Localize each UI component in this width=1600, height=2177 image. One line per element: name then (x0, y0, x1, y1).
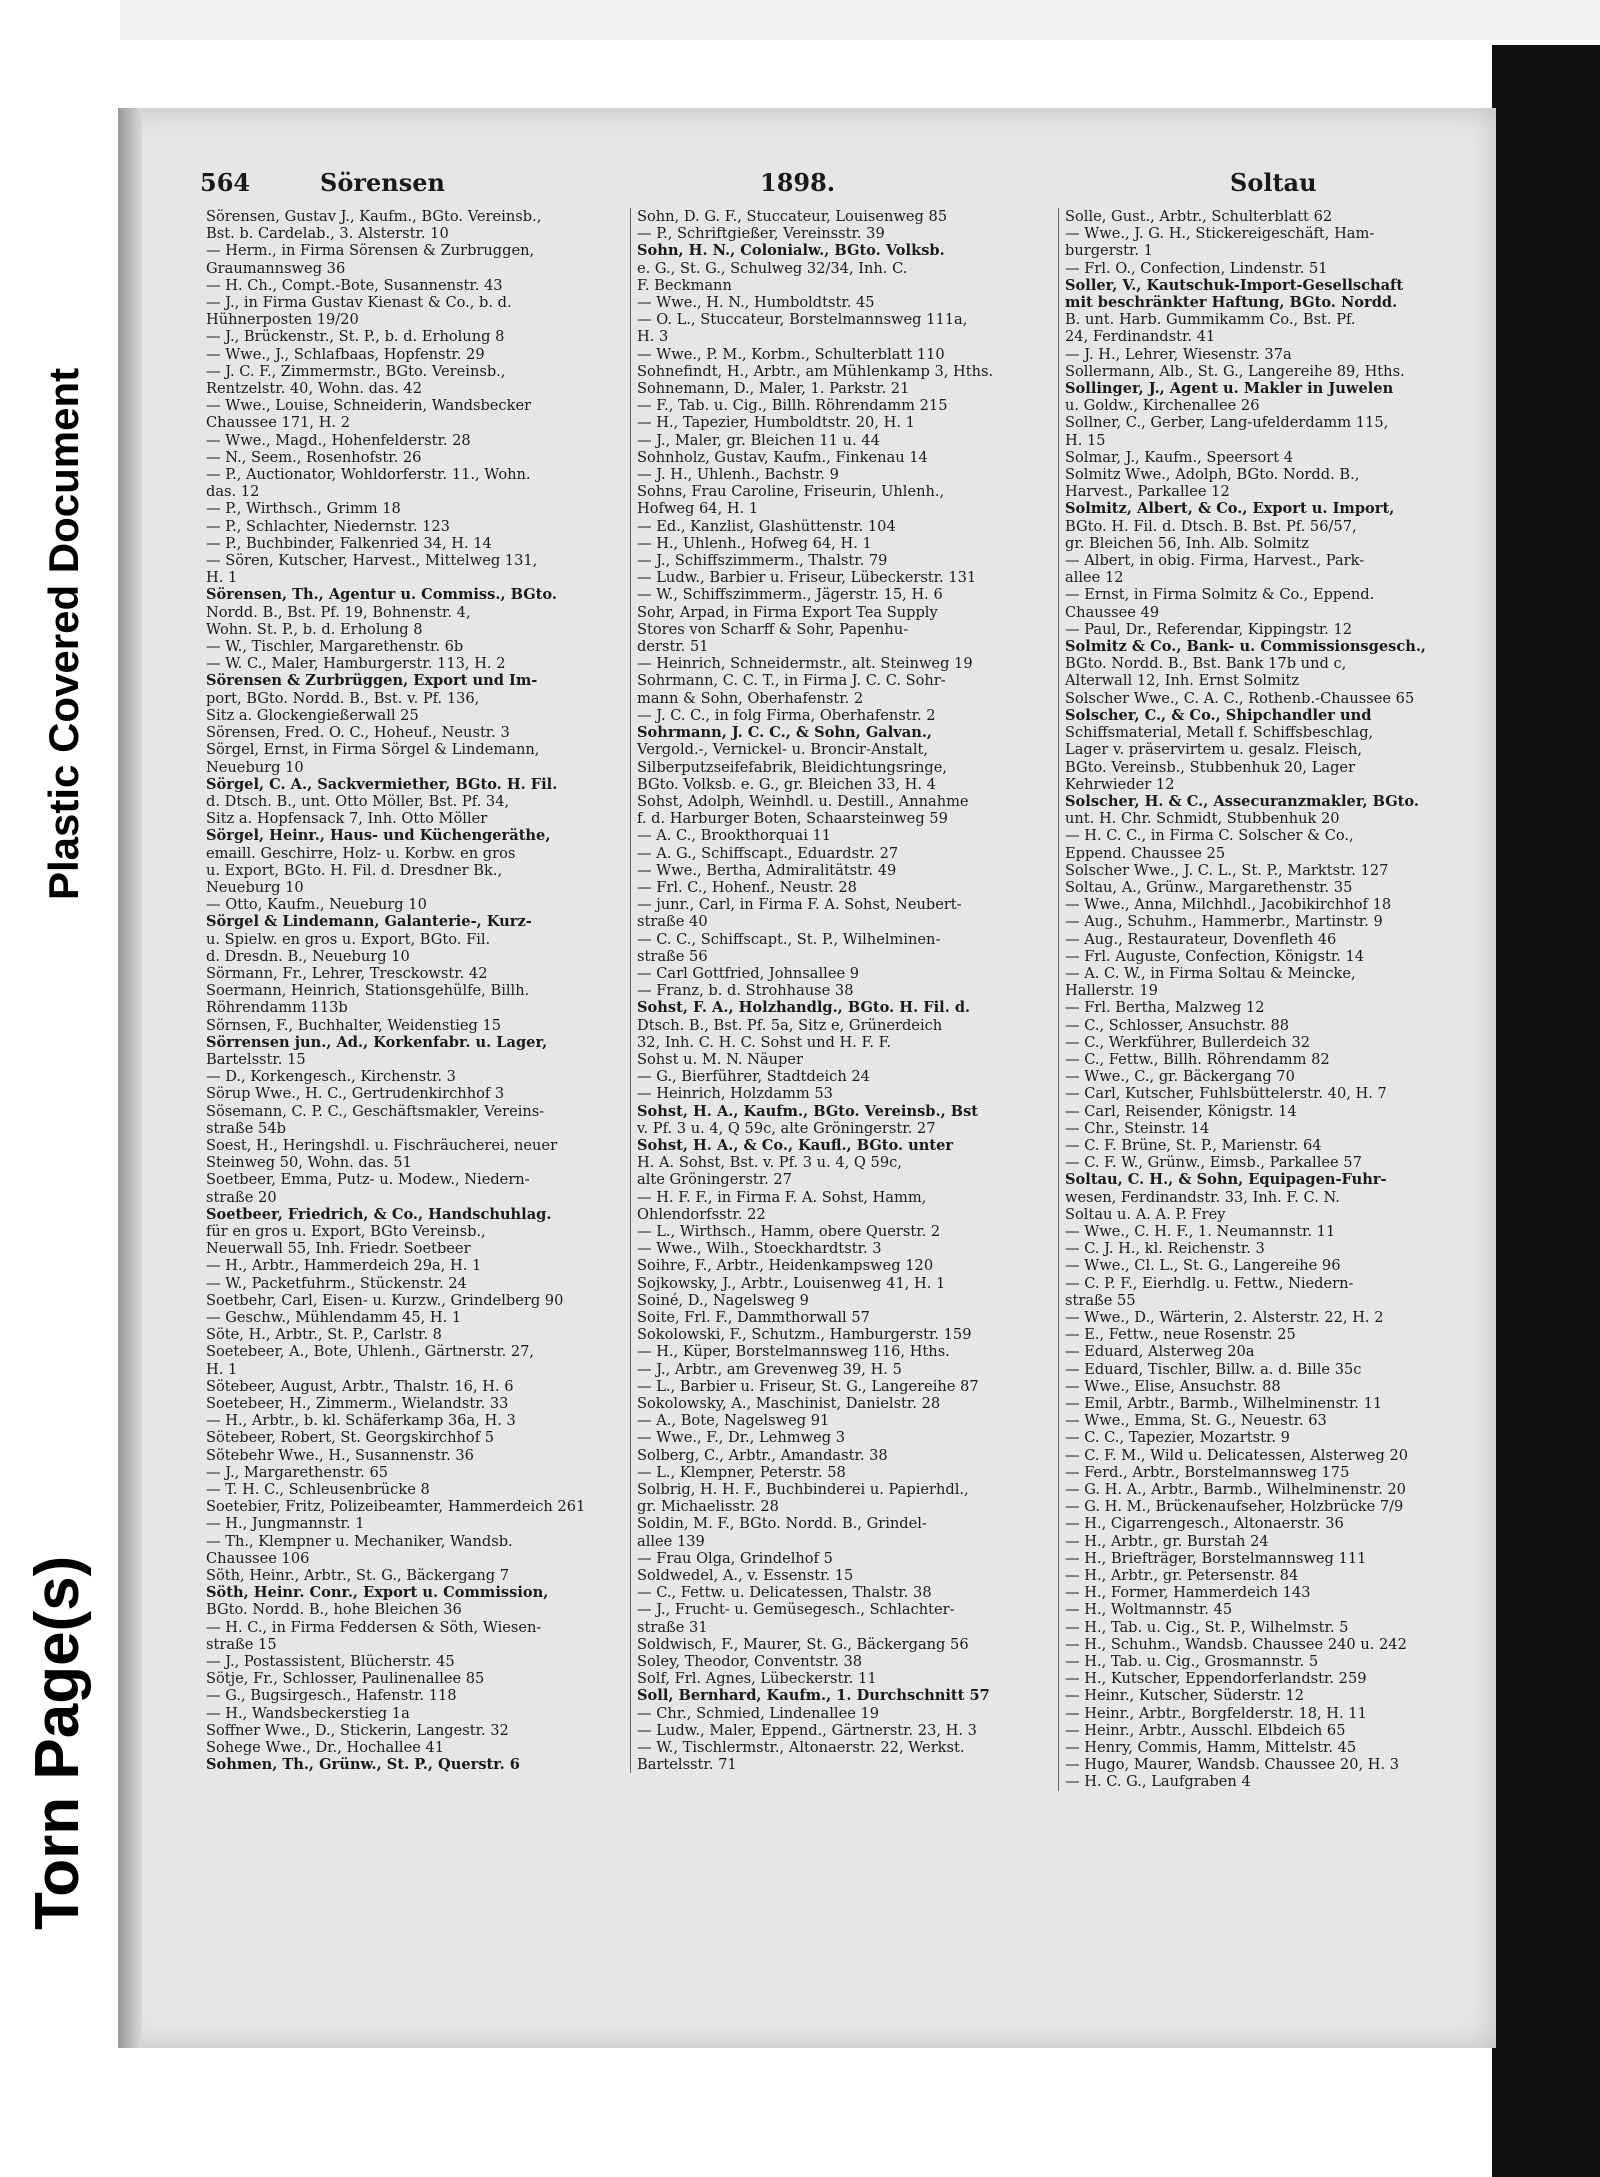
directory-entry: — H., Schuhm., Wandsb. Chaussee 240 u. 242 (1065, 1635, 1407, 1653)
directory-entry: — Chr., Steinstr. 14 (1065, 1119, 1210, 1137)
directory-entry: alte Gröningerstr. 27 (637, 1171, 792, 1189)
directory-entry: — P., Schlachter, Niedernstr. 123 (206, 517, 450, 535)
directory-entry: — Wwe., H. N., Humboldtstr. 45 (637, 294, 875, 312)
directory-entry: Sollinger, J., Agent u. Makler in Juwelen (1065, 380, 1394, 398)
directory-entry: — G. H. A., Arbtr., Barmb., Wilhelminenstr. 20 (1065, 1481, 1406, 1499)
directory-entry: Sohnemann, D., Maler, 1. Parkstr. 21 (637, 380, 910, 398)
directory-entry: — Aug., Restaurateur, Dovenfleth 46 (1065, 930, 1337, 948)
directory-entry: — J., in Firma Gustav Kienast & Co., b. d. (206, 294, 512, 312)
directory-entry: — C., Schlosser, Ansuchstr. 88 (1065, 1016, 1290, 1034)
directory-entry: — Aug., Schuhm., Hammerbr., Martinstr. 9 (1065, 913, 1383, 931)
directory-entry: BGto. Vereinsb., Stubbenhuk 20, Lager (1065, 758, 1356, 776)
directory-entry: BGto. Volksb. e. G., gr. Bleichen 33, H. 4 (637, 775, 936, 793)
directory-entry: Sörrensen jun., Ad., Korkenfabr. u. Lager, (206, 1033, 548, 1051)
directory-entry: gr. Michaelisstr. 28 (637, 1498, 779, 1516)
directory-entry: — J., Schiffszimmerm., Thalstr. 79 (637, 552, 888, 570)
directory-entry: Sohns, Frau Caroline, Friseurin, Uhlenh., (637, 483, 945, 501)
directory-entry: Solf, Frl. Agnes, Lübeckerstr. 11 (637, 1670, 877, 1688)
directory-entry: — J., Arbtr., am Grevenweg 39, H. 5 (637, 1360, 902, 1378)
directory-entry: — Emil, Arbtr., Barmb., Wilhelminenstr. 11 (1065, 1395, 1383, 1413)
directory-entry: Soite, Frl. F., Dammthorwall 57 (637, 1309, 870, 1326)
directory-entry: emaill. Geschirre, Holz- u. Korbw. en gros (206, 844, 516, 862)
directory-entry: — P., Auctionator, Wohldorferstr. 11., Wohn. (206, 466, 531, 484)
directory-entry: — Franz, b. d. Strohhause 38 (637, 982, 854, 1000)
directory-entry: Soltau, C. H., & Sohn, Equipagen-Fuhr- (1065, 1171, 1387, 1189)
directory-entry: Hofweg 64, H. 1 (637, 500, 759, 518)
directory-entry: Soest, H., Heringshdl. u. Fischräucherei, neuer (206, 1136, 558, 1154)
directory-entry: — Frl. Bertha, Malzweg 12 (1065, 999, 1265, 1017)
directory-entry: Sötebehr Wwe., H., Susannenstr. 36 (206, 1446, 474, 1464)
directory-entry: mit beschränkter Haftung, BGto. Nordd. (1065, 294, 1398, 312)
directory-entry: Soldwedel, A., v. Essenstr. 15 (637, 1567, 854, 1585)
directory-entry: Graumannsweg 36 (206, 259, 346, 277)
directory-entry: Sohrmann, J. C. C., & Sohn, Galvan., (637, 724, 932, 742)
directory-entry: Hühnerposten 19/20 (206, 311, 359, 329)
directory-entry: — H., Küper, Borstelmannsweg 116, Hths. (637, 1343, 950, 1361)
directory-entry: — Herm., in Firma Sörensen & Zurbruggen, (206, 242, 535, 260)
directory-entry: Soermann, Heinrich, Stationsgehülfe, Billh. (206, 982, 530, 1000)
directory-entry: H. 1 (206, 1360, 238, 1378)
directory-entry: Schiffsmaterial, Metall f. Schiffsbeschlag, (1065, 724, 1374, 742)
directory-entry: 32, Inh. C. H. C. Sohst und H. F. F. (637, 1033, 892, 1051)
directory-entry: Solmitz Wwe., Adolph, BGto. Nordd. B., (1065, 466, 1360, 484)
directory-entry: Sohst, H. A., Kaufm., BGto. Vereinsb., Bst (637, 1102, 979, 1120)
directory-entry: Solle, Gust., Arbtr., Schulterblatt 62 (1065, 208, 1333, 225)
directory-entry: — J., Frucht- u. Gemüsegesch., Schlachter- (637, 1601, 955, 1619)
directory-entry: — Ed., Kanzlist, Glashüttenstr. 104 (637, 517, 896, 535)
directory-entry: Röhrendamm 113b (206, 999, 348, 1017)
directory-entry: — C. C., Schiffscapt., St. P., Wilhelminen- (637, 930, 941, 948)
directory-entry: Sörgel, Ernst, in Firma Sörgel & Lindemann, (206, 741, 540, 759)
directory-entry: — W., Tischler, Margarethenstr. 6b (206, 638, 464, 656)
directory-entry: Söth, Heinr. Conr., Export u. Commission, (206, 1584, 549, 1602)
torn-pages-label: Torn Page(s) (23, 1555, 92, 1930)
directory-entry: — H., Tab. u. Cig., St. P., Wilhelmstr. 5 (1065, 1618, 1349, 1636)
directory-entry: burgerstr. 1 (1065, 242, 1153, 260)
directory-entry: Sollermann, Alb., St. G., Langereihe 89, Hths. (1065, 362, 1405, 380)
directory-entry: — G., Bierführer, Stadtdeich 24 (637, 1068, 870, 1086)
directory-entry: — Heinr., Arbtr., Borgfelderstr. 18, H. 11 (1065, 1704, 1367, 1722)
directory-entry: — H. C., in Firma Feddersen & Söth, Wiesen- (206, 1618, 542, 1636)
directory-entry: Hallerstr. 19 (1065, 982, 1158, 1000)
directory-entry: derstr. 51 (637, 638, 709, 656)
directory-entry: — H., Arbtr., b. kl. Schäferkamp 36a, H. 3 (206, 1412, 516, 1430)
directory-entry: f. d. Harburger Boten, Schaarsteinweg 59 (637, 810, 948, 828)
directory-entry: — H. C. C., in Firma C. Solscher & Co., (1065, 827, 1354, 845)
directory-entry: — Sören, Kutscher, Harvest., Mittelweg 131, (206, 552, 538, 570)
directory-entry: F. Beckmann (637, 276, 732, 294)
directory-entry: — W. C., Maler, Hamburgerstr. 113, H. 2 (206, 655, 506, 673)
directory-entry: Soetbehr, Carl, Eisen- u. Kurzw., Grindelberg 90 (206, 1291, 564, 1309)
directory-entry: Sötebeer, Robert, St. Georgskirchhof 5 (206, 1429, 495, 1447)
directory-entry: Lager v. präservirtem u. gesalz. Fleisch, (1065, 741, 1363, 759)
directory-entry: Sörgel & Lindemann, Galanterie-, Kurz- (206, 913, 532, 931)
directory-entry: — W., Schiffszimmerm., Jägerstr. 15, H. 6 (637, 586, 943, 604)
directory-entry: — J. H., Uhlenh., Bachstr. 9 (637, 466, 839, 484)
directory-entry: Neueburg 10 (206, 878, 304, 896)
directory-entry: — C. C., Tapezier, Mozartstr. 9 (1065, 1429, 1290, 1447)
directory-entry: — C. P. F., Eierhdlg. u. Fettw., Niedern- (1065, 1274, 1354, 1292)
directory-entry: BGto. H. Fil. d. Dtsch. B. Bst. Pf. 56/57, (1065, 517, 1357, 535)
directory-entry: Soltau u. A. A. P. Frey (1065, 1205, 1226, 1223)
directory-entry: allee 12 (1065, 569, 1124, 587)
directory-entry: H. 3 (637, 328, 669, 346)
directory-entry: Kehrwieder 12 (1065, 775, 1175, 793)
directory-entry: Solscher, H. & C., Assecuranzmakler, BGto. (1065, 792, 1419, 810)
directory-entry: — H., Briefträger, Borstelmannsweg 111 (1065, 1549, 1367, 1567)
directory-entry: gr. Bleichen 56, Inh. Alb. Solmitz (1065, 534, 1309, 552)
directory-entry: Solscher Wwe., J. C. L., St. P., Marktstr. 127 (1065, 861, 1389, 879)
directory-entry: — Wwe., C., gr. Bäckergang 70 (1065, 1068, 1295, 1086)
directory-entry: Sörmann, Fr., Lehrer, Tresckowstr. 42 (206, 964, 488, 982)
directory-entry: Soldin, M. F., BGto. Nordd. B., Grindel- (637, 1515, 927, 1533)
directory-entry: Steinweg 50, Wohn. das. 51 (206, 1154, 412, 1172)
directory-entry: Chaussee 106 (206, 1549, 310, 1567)
directory-entry: — Frl. Auguste, Confection, Königstr. 14 (1065, 947, 1365, 965)
directory-entry: — L., Klempner, Peterstr. 58 (637, 1463, 846, 1481)
directory-entry: Söte, H., Arbtr., St. P., Carlstr. 8 (206, 1326, 442, 1344)
directory-entry: d. Dresdn. B., Neueburg 10 (206, 947, 410, 965)
directory-entry: — Wwe., J. G. H., Stickereigeschäft, Ham- (1065, 225, 1375, 243)
directory-entry: Sörensen, Th., Agentur u. Commiss., BGto. (206, 586, 557, 604)
directory-entry: unt. H. Chr. Schmidt, Stubbenhuk 20 (1065, 810, 1340, 828)
directory-entry: Sötje, Fr., Schlosser, Paulinenallee 85 (206, 1670, 485, 1688)
directory-entry: — H., Cigarrengesch., Altonaerstr. 36 (1065, 1515, 1344, 1533)
directory-entry: — P., Wirthsch., Grimm 18 (206, 500, 401, 518)
directory-entry: Sohmen, Th., Grünw., St. P., Querstr. 6 (206, 1756, 520, 1774)
directory-entry: straße 15 (206, 1635, 277, 1653)
directory-entry: Dtsch. B., Bst. Pf. 5a, Sitz e, Grünerdeich (637, 1016, 943, 1034)
directory-entry: — C. J. H., kl. Reichenstr. 3 (1065, 1240, 1265, 1258)
directory-entry: Alterwall 12, Inh. Ernst Solmitz (1065, 672, 1300, 690)
directory-entry: Solmitz, Albert, & Co., Export u. Import, (1065, 500, 1395, 518)
directory-entry: d. Dtsch. B., unt. Otto Möller, Bst. Pf. 34, (206, 792, 510, 810)
directory-entry: Sörgel, Heinr., Haus- und Küchengeräthe, (206, 827, 551, 845)
directory-entry: — Henry, Commis, Hamm, Mittelstr. 45 (1065, 1739, 1357, 1757)
directory-entry: — Heinr., Kutscher, Süderstr. 12 (1065, 1687, 1305, 1705)
directory-entry: — Heinr., Arbtr., Ausschl. Elbdeich 65 (1065, 1721, 1346, 1739)
directory-entry: — H. C. G., Laufgraben 4 (1065, 1773, 1251, 1791)
directory-entry: Sokolowsky, A., Maschinist, Danielstr. 28 (637, 1395, 941, 1413)
directory-entry: — Wwe., C. H. F., 1. Neumannstr. 11 (1065, 1222, 1336, 1240)
directory-entry: Solscher, C., & Co., Shipchandler und (1065, 706, 1372, 724)
plastic-covered-label: Plastic Covered Document (40, 367, 87, 900)
directory-entry: — Carl, Reisender, Königstr. 14 (1065, 1102, 1297, 1120)
directory-entry: — P., Schriftgießer, Vereinsstr. 39 (637, 225, 885, 243)
directory-entry: Sörensen, Fred. O. C., Hoheuf., Neustr. 3 (206, 724, 510, 742)
directory-entry: — J., Margarethenstr. 65 (206, 1463, 389, 1481)
directory-entry: Eppend. Chaussee 25 (1065, 844, 1226, 862)
directory-entry: — A. C. W., in Firma Soltau & Meincke, (1065, 964, 1356, 982)
directory-entry: — Ludw., Barbier u. Friseur, Lübeckerstr. 131 (637, 569, 977, 587)
directory-entry: allee 139 (637, 1532, 705, 1550)
header-left-name: Sörensen (320, 168, 445, 197)
directory-entry: Sokolowski, F., Schutzm., Hamburgerstr. 159 (637, 1326, 972, 1344)
directory-entry: — Wwe., Elise, Ansuchstr. 88 (1065, 1377, 1281, 1395)
directory-entry: — Paul, Dr., Referendar, Kippingstr. 12 (1065, 620, 1353, 638)
directory-entry: — Ferd., Arbtr., Borstelmannsweg 175 (1065, 1463, 1350, 1481)
directory-entry: — W., Packetfuhrm., Stückenstr. 24 (206, 1274, 467, 1292)
directory-entry: Solmitz & Co., Bank- u. Commissionsgesch., (1065, 638, 1427, 656)
header-year: 1898. (760, 168, 836, 197)
directory-entry: e. G., St. G., Schulweg 32/34, Inh. C. (637, 259, 908, 277)
directory-entry: — H., Arbtr., gr. Petersenstr. 84 (1065, 1567, 1299, 1585)
directory-entry: Soiné, D., Nagelsweg 9 (637, 1291, 809, 1309)
directory-entry: — Eduard, Tischler, Billw. a. d. Bille 35c (1065, 1360, 1362, 1378)
directory-entry: — Wwe., Bertha, Admiralitätstr. 49 (637, 861, 897, 879)
directory-entry: — Hugo, Maurer, Wandsb. Chaussee 20, H. 3 (1065, 1756, 1400, 1774)
header-right-name: Soltau (1230, 168, 1317, 197)
directory-entry: Neueburg 10 (206, 758, 304, 776)
directory-entry: Wohn. St. P., b. d. Erholung 8 (206, 620, 423, 638)
directory-entry: BGto. Nordd. B., hohe Bleichen 36 (206, 1601, 462, 1619)
directory-entry: — Carl, Kutscher, Fuhlsbüttelerstr. 40, H. 7 (1065, 1085, 1387, 1103)
directory-entry: — N., Seem., Rosenhofstr. 26 (206, 448, 422, 466)
directory-entry: — C. F. W., Grünw., Eimsb., Parkallee 57 (1065, 1154, 1362, 1172)
directory-entry: Soetebeer, H., Zimmerm., Wielandstr. 33 (206, 1395, 509, 1413)
directory-entry: — H., Arbtr., Hammerdeich 29a, H. 1 (206, 1257, 482, 1275)
directory-entry: Soller, V., Kautschuk-Import-Gesellschaft (1065, 276, 1404, 294)
running-header (200, 168, 1320, 208)
directory-entry: Sörnsen, F., Buchhalter, Weidenstieg 15 (206, 1016, 502, 1034)
directory-entry: Solbrig, H. H. F., Buchbinderei u. Papierhdl., (637, 1481, 969, 1499)
directory-entry: — A. G., Schiffscapt., Eduardstr. 27 (637, 844, 899, 862)
directory-entry: u. Export, BGto. H. Fil. d. Dresdner Bk., (206, 861, 503, 879)
directory-entry: Bst. b. Cardelab., 3. Alsterstr. 10 (206, 225, 449, 243)
directory-entry: — H., Kutscher, Eppendorferlandstr. 259 (1065, 1670, 1367, 1688)
directory-entry: Sohege Wwe., Dr., Hochallee 41 (206, 1739, 445, 1757)
directory-entry: — J. C. C., in folg Firma, Oberhafenstr. 2 (637, 706, 936, 724)
directory-entry: — Otto, Kaufm., Neueburg 10 (206, 896, 427, 914)
directory-entry: — J. C. F., Zimmermstr., BGto. Vereinsb., (206, 362, 506, 380)
directory-entry: — H., Wandsbeckerstieg 1a (206, 1704, 410, 1722)
directory-entry: — Wwe., Anna, Milchhdl., Jacobikirchhof 18 (1065, 896, 1392, 914)
directory-entry: — W., Tischlermstr., Altonaerstr. 22, Werkst. (637, 1739, 965, 1757)
directory-entry: — Ludw., Maler, Eppend., Gärtnerstr. 23, H. 3 (637, 1721, 977, 1739)
directory-entry: Sötebeer, August, Arbtr., Thalstr. 16, H. 6 (206, 1377, 514, 1395)
directory-entry: Sohst, F. A., Holzhandlg., BGto. H. Fil. d. (637, 999, 971, 1017)
directory-entry: Solscher Wwe., C. A. C., Rothenb.-Chaussee 65 (1065, 689, 1415, 707)
directory-entry: straße 20 (206, 1188, 277, 1206)
directory-entry: — C., Fettw. u. Delicatessen, Thalstr. 38 (637, 1584, 932, 1602)
directory-entry: Soetbeer, Emma, Putz- u. Modew., Niedern- (206, 1171, 530, 1189)
directory-entry: — Albert, in obig. Firma, Harvest., Park- (1065, 552, 1365, 570)
directory-entry: H. A. Sohst, Bst. v. Pf. 3 u. 4, Q 59c, (637, 1154, 902, 1172)
directory-entry: — Frau Olga, Grindelhof 5 (637, 1549, 833, 1567)
directory-entry: Solmar, J., Kaufm., Speersort 4 (1065, 448, 1294, 466)
directory-column-2 (630, 208, 1055, 1773)
directory-entry: — D., Korkengesch., Kirchenstr. 3 (206, 1068, 456, 1086)
directory-entry: — Wwe., D., Wärterin, 2. Alsterstr. 22, H. 2 (1065, 1309, 1384, 1326)
directory-entry: 24, Ferdinandstr. 41 (1065, 328, 1216, 346)
directory-entry: Sohr, Arpad, in Firma Export Tea Supply (637, 603, 938, 621)
directory-entry: Bartelsstr. 15 (206, 1050, 306, 1068)
directory-entry: — E., Fettw., neue Rosenstr. 25 (1065, 1326, 1296, 1344)
directory-entry: Chaussee 171, H. 2 (206, 414, 350, 432)
directory-entry: — Wwe., F., Dr., Lehmweg 3 (637, 1429, 845, 1447)
directory-entry: Söth, Heinr., Arbtr., St. G., Bäckergang 7 (206, 1567, 510, 1585)
directory-entry: Sohrmann, C. C. T., in Firma J. C. C. Sohr- (637, 672, 946, 690)
directory-entry: Soihre, F., Arbtr., Heidenkampsweg 120 (637, 1257, 934, 1275)
directory-entry: Soetbeer, Friedrich, & Co., Handschuhlag. (206, 1205, 552, 1223)
directory-entry: u. Goldw., Kirchenallee 26 (1065, 397, 1260, 415)
directory-entry: BGto. Nordd. B., Bst. Bank 17b und c, (1065, 655, 1347, 673)
directory-entry: Sohnefindt, H., Arbtr., am Mühlenkamp 3, Hths. (637, 362, 994, 380)
directory-entry: — H. Ch., Compt.-Bote, Susannenstr. 43 (206, 276, 503, 294)
directory-entry: straße 54b (206, 1119, 286, 1137)
directory-entry: B. unt. Harb. Gummikamm Co., Bst. Pf. (1065, 311, 1356, 329)
directory-entry: — Carl Gottfried, Johnsallee 9 (637, 964, 860, 982)
directory-column-3 (1058, 208, 1483, 1791)
directory-entry: wesen, Ferdinandstr. 33, Inh. F. C. N. (1065, 1188, 1340, 1206)
directory-entry: — H., Uhlenh., Hofweg 64, H. 1 (637, 534, 872, 552)
directory-entry: Bartelsstr. 71 (637, 1756, 737, 1774)
directory-entry: Stores von Scharff & Sohr, Papenhu- (637, 620, 909, 638)
directory-entry: Soll, Bernhard, Kaufm., 1. Durchschnitt 57 (637, 1687, 990, 1705)
directory-entry: — G., Bugsirgesch., Hafenstr. 118 (206, 1687, 457, 1705)
directory-entry: — Chr., Schmied, Lindenallee 19 (637, 1704, 880, 1722)
directory-entry: — Geschw., Mühlendamm 45, H. 1 (206, 1309, 462, 1326)
directory-entry: Sohst, Adolph, Weinhdl. u. Destill., Annahme (637, 792, 969, 810)
directory-entry: v. Pf. 3 u. 4, Q 59c, alte Gröningerstr. 27 (637, 1119, 936, 1137)
directory-entry: straße 31 (637, 1618, 708, 1636)
directory-entry: Soltau, A., Grünw., Margarethenstr. 35 (1065, 878, 1353, 896)
directory-entry: Ohlendorfsstr. 22 (637, 1205, 766, 1223)
directory-entry: Rentzelstr. 40, Wohn. das. 42 (206, 380, 422, 398)
directory-entry: — H., Woltmannstr. 45 (1065, 1601, 1233, 1619)
directory-entry: — Wwe., P. M., Korbm., Schulterblatt 110 (637, 345, 945, 363)
directory-entry: — A. C., Brookthorquai 11 (637, 827, 832, 845)
directory-entry: Soffner Wwe., D., Stickerin, Langestr. 32 (206, 1721, 509, 1739)
directory-entry: Sohn, D. G. F., Stuccateur, Louisenweg 85 (637, 208, 948, 225)
directory-entry: — Wwe., Wilh., Stoeckhardtstr. 3 (637, 1240, 882, 1258)
directory-entry: Silberputzseifefabrik, Bleidichtungsringe, (637, 758, 948, 776)
directory-entry: Soetebeer, A., Bote, Uhlenh., Gärtnerstr. 27, (206, 1343, 535, 1361)
directory-entry: Soley, Theodor, Conventstr. 38 (637, 1653, 863, 1671)
directory-entry: — Wwe., Cl. L., St. G., Langereihe 96 (1065, 1257, 1341, 1275)
directory-entry: — O. L., Stuccateur, Borstelmannsweg 111a, (637, 311, 968, 329)
directory-entry: — J., Postassistent, Blücherstr. 45 (206, 1653, 455, 1671)
directory-entry: — T. H. C., Schleusenbrücke 8 (206, 1481, 430, 1499)
directory-entry: — Wwe., Magd., Hohenfelderstr. 28 (206, 431, 471, 449)
directory-entry: — Th., Klempner u. Mechaniker, Wandsb. (206, 1532, 513, 1550)
directory-entry: mann & Sohn, Oberhafenstr. 2 (637, 689, 864, 707)
directory-entry: Sörgel, C. A., Sackvermiether, BGto. H. Fil. (206, 775, 558, 793)
directory-entry: — C. F. M., Wild u. Delicatessen, Alsterweg 20 (1065, 1446, 1409, 1464)
directory-entry: — H., Tab. u. Cig., Grosmannstr. 5 (1065, 1653, 1319, 1671)
directory-entry: u. Spielw. en gros u. Export, BGto. Fil. (206, 930, 491, 948)
directory-entry: H. 15 (1065, 431, 1106, 449)
directory-entry: — H., Tapezier, Humboldtstr. 20, H. 1 (637, 414, 915, 432)
directory-entry: — F., Tab. u. Cig., Billh. Röhrendamm 215 (637, 397, 948, 415)
directory-entry: — Wwe., Emma, St. G., Neuestr. 63 (1065, 1412, 1327, 1430)
directory-entry: — Frl. C., Hohenf., Neustr. 28 (637, 878, 857, 896)
directory-entry: straße 55 (1065, 1291, 1136, 1309)
directory-entry: — H., Jungmannstr. 1 (206, 1515, 365, 1533)
directory-entry: für en gros u. Export, BGto Vereinsb., (206, 1222, 486, 1240)
directory-entry: Sörensen, Gustav J., Kaufm., BGto. Vereinsb., (206, 208, 542, 225)
directory-entry: — Heinrich, Schneidermstr., alt. Steinweg 19 (637, 655, 973, 673)
directory-entry: — Wwe., Louise, Schneiderin, Wandsbecker (206, 397, 532, 415)
page-gutter-shadow (118, 108, 142, 2048)
directory-entry: — L., Barbier u. Friseur, St. G., Langereihe 87 (637, 1377, 979, 1395)
directory-entry: — C., Fettw., Billh. Röhrendamm 82 (1065, 1050, 1330, 1068)
directory-entry: Sösemann, C. P. C., Geschäftsmakler, Vereins- (206, 1102, 545, 1120)
directory-entry: — Ernst, in Firma Solmitz & Co., Eppend. (1065, 586, 1375, 604)
directory-entry: H. 1 (206, 569, 238, 587)
directory-entry: — H. F. F., in Firma F. A. Sohst, Hamm, (637, 1188, 927, 1206)
directory-entry: — J., Brückenstr., St. P., b. d. Erholung 8 (206, 328, 505, 346)
directory-entry: Sitz a. Glockengießerwall 25 (206, 706, 419, 724)
directory-entry: Sörensen & Zurbrüggen, Export und Im- (206, 672, 538, 690)
directory-entry: Sohst u. M. N. Näuper (637, 1050, 804, 1068)
directory-entry: — G. H. M., Brückenaufseher, Holzbrücke 7/9 (1065, 1498, 1404, 1516)
directory-entry: — Wwe., J., Schlafbaas, Hopfenstr. 29 (206, 345, 485, 363)
directory-entry: — Heinrich, Holzdamm 53 (637, 1085, 833, 1103)
directory-entry: Neuerwall 55, Inh. Friedr. Soetbeer (206, 1240, 471, 1258)
directory-entry: — L., Wirthsch., Hamm, obere Querstr. 2 (637, 1222, 941, 1240)
directory-entry: — Frl. O., Confection, Lindenstr. 51 (1065, 259, 1328, 277)
directory-entry: Sohst, H. A., & Co., Kaufl., BGto. unter (637, 1136, 954, 1154)
directory-entry: Sohn, H. N., Colonialw., BGto. Volksb. (637, 242, 945, 260)
directory-entry: — H., Former, Hammerdeich 143 (1065, 1584, 1311, 1602)
directory-entry: — H., Arbtr., gr. Burstah 24 (1065, 1532, 1269, 1550)
directory-entry: — C. F. Brüne, St. P., Marienstr. 64 (1065, 1136, 1322, 1154)
scan-black-edge (1492, 45, 1600, 2177)
directory-column-1 (206, 208, 630, 1773)
scanner-target-strip (0, 0, 120, 2177)
directory-entry: — junr., Carl, in Firma F. A. Sohst, Neubert- (637, 896, 962, 914)
directory-entry: Sollner, C., Gerber, Lang-ufelderdamm 115, (1065, 414, 1389, 432)
directory-entry: Soetebier, Fritz, Polizeibeamter, Hammerdeich 261 (206, 1498, 586, 1516)
directory-entry: Sojkowsky, J., Arbtr., Louisenweg 41, H. 1 (637, 1274, 946, 1292)
directory-entry: Sörup Wwe., H. C., Gertrudenkirchhof 3 (206, 1085, 505, 1103)
directory-entry: — Eduard, Alsterweg 20a (1065, 1343, 1255, 1361)
directory-entry: port, BGto. Nordd. B., Bst. v. Pf. 136, (206, 689, 480, 707)
directory-entry: straße 56 (637, 947, 708, 965)
directory-entry: Chaussee 49 (1065, 603, 1160, 621)
scan-top-edge (0, 0, 1600, 40)
directory-entry: — J., Maler, gr. Bleichen 11 u. 44 (637, 431, 880, 449)
directory-entry: das. 12 (206, 483, 260, 501)
directory-entry: Harvest., Parkallee 12 (1065, 483, 1230, 501)
directory-entry: Soldwisch, F., Maurer, St. G., Bäckergang 56 (637, 1635, 969, 1653)
directory-entry: Nordd. B., Bst. Pf. 19, Bohnenstr. 4, (206, 603, 471, 621)
directory-entry: — J. H., Lehrer, Wiesenstr. 37a (1065, 345, 1292, 363)
page-number: 564 (200, 168, 251, 197)
directory-entry: — P., Buchbinder, Falkenried 34, H. 14 (206, 534, 492, 552)
directory-entry: straße 40 (637, 913, 708, 931)
directory-entry: Sitz a. Hopfensack 7, Inh. Otto Möller (206, 810, 488, 828)
directory-entry: Vergold.-, Vernickel- u. Broncir-Anstalt, (637, 741, 929, 759)
directory-entry: — C., Werkführer, Bullerdeich 32 (1065, 1033, 1311, 1051)
directory-entry: Solberg, C., Arbtr., Amandastr. 38 (637, 1446, 888, 1464)
directory-entry: — A., Bote, Nagelsweg 91 (637, 1412, 830, 1430)
directory-entry: Sohnholz, Gustav, Kaufm., Finkenau 14 (637, 448, 928, 466)
